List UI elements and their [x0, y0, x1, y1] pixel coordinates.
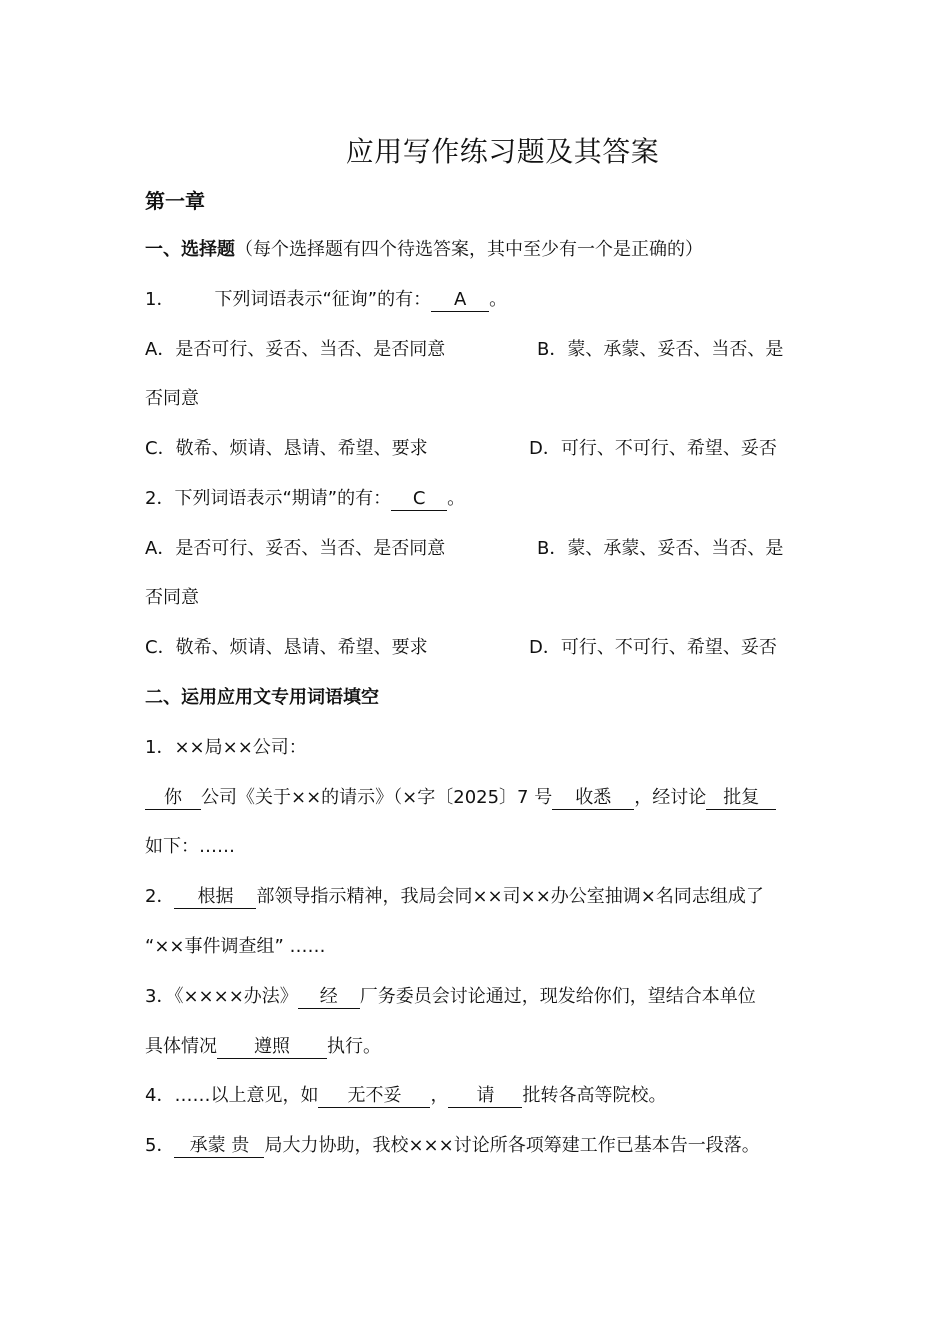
fill-1-text-1: 公司《关于××的请示》（×字〔2025〕7 号	[201, 787, 553, 808]
fill-4-blank-1: 无不妥	[318, 1085, 430, 1108]
q2-option-a: A．是否可行、妥否、当否、是否同意	[145, 538, 446, 559]
question-2-stem: 2．下列词语表示“期请”的有：	[145, 488, 392, 509]
fill-1-text-2: ，经讨论	[634, 787, 707, 808]
chapter-heading: 第一章	[145, 189, 205, 213]
question-1-stem: 下列词语表示“征询”的有：	[214, 289, 432, 310]
fill-1-blank-3: 批复	[706, 787, 776, 810]
fill-4-prefix: 4．……以上意见，如	[145, 1085, 319, 1106]
question-1-number: 1．	[145, 289, 175, 310]
document-title: 应用写作练习题及其答案	[345, 135, 660, 168]
section1-heading-line	[145, 237, 703, 263]
fill-3-text-2: 具体情况	[145, 1036, 217, 1057]
fill-2-continued: “××事件调查组” ……	[145, 936, 326, 957]
fill-1-blank-1: 你	[145, 787, 201, 810]
q1-option-d: D．可行、不可行、希望、妥否	[529, 438, 777, 459]
fill-2-body	[145, 884, 764, 910]
fill-3-prefix: 3．《××××办法》	[145, 986, 298, 1007]
fill-2-blank-1: 根据	[174, 886, 256, 909]
fill-5-prefix: 5．	[145, 1135, 175, 1156]
fill-1-body	[145, 785, 776, 811]
question-2-answer: C	[391, 488, 447, 511]
fill-4-blank-2: 请	[448, 1085, 522, 1108]
fill-3-text-3: 执行。	[327, 1036, 381, 1057]
q2-option-c: C．敬希、烦请、恳请、希望、要求	[145, 637, 428, 658]
section1-note: （每个选择题有四个待选答案，其中至少有一个是正确的）	[235, 239, 703, 260]
fill-3-text-1: 厂务委员会讨论通过，现发给你们，望结合本单位	[359, 986, 756, 1007]
q2-option-d: D．可行、不可行、希望、妥否	[529, 637, 777, 658]
fill-2-prefix: 2．	[145, 886, 175, 907]
q2-option-b: B．蒙、承蒙、妥否、当否、是	[537, 538, 784, 559]
section1-heading: 一、选择题	[145, 239, 235, 260]
fill-1-blank-2: 收悉	[552, 787, 634, 810]
question-1	[145, 287, 507, 313]
fill-1-continued: 如下：……	[145, 836, 235, 857]
fill-5-body	[145, 1133, 760, 1159]
fill-1-addressee: 1．××局××公司：	[145, 737, 307, 758]
fill-3-blank-2: 遵照	[217, 1036, 327, 1059]
fill-5-blank-1: 承蒙 贵	[174, 1135, 264, 1158]
fill-3-body	[145, 984, 756, 1010]
fill-4-text-2: 批转各高等院校。	[522, 1085, 667, 1106]
fill-5-text-1: 局大力协助，我校×××讨论所各项筹建工作已基本告一段落。	[264, 1135, 760, 1156]
fill-4-text-1: ，	[430, 1085, 449, 1106]
question-2	[145, 486, 465, 512]
section2-heading: 二、运用应用文专用词语填空	[145, 687, 379, 708]
question-1-answer: A	[431, 289, 489, 312]
question-1-end: 。	[489, 289, 508, 310]
fill-3-continued	[145, 1034, 381, 1060]
fill-3-blank-1: 经	[298, 986, 360, 1009]
q1-option-b: B．蒙、承蒙、妥否、当否、是	[537, 339, 784, 360]
question-2-end: 。	[447, 488, 466, 509]
q1-option-c: C．敬希、烦请、恳请、希望、要求	[145, 438, 428, 459]
q1-option-a: A．是否可行、妥否、当否、是否同意	[145, 339, 446, 360]
fill-2-text-1: 部领导指示精神，我局会同××司××办公室抽调×名同志组成了	[256, 886, 764, 907]
q1-option-b-continued: 否同意	[145, 388, 199, 409]
q2-option-b-continued: 否同意	[145, 587, 199, 608]
fill-4-body	[145, 1083, 666, 1109]
